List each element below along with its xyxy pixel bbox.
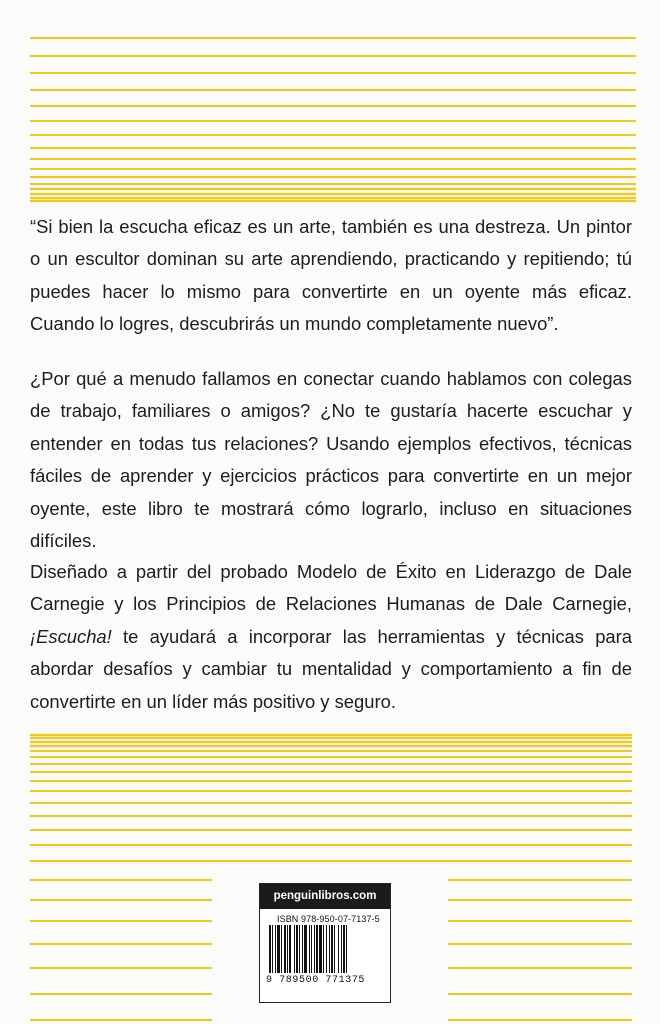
barcode-bar	[338, 925, 339, 973]
barcode-digits: 9 789500 771375	[266, 975, 366, 986]
barcode-bar	[346, 925, 347, 973]
barcode-bar	[287, 925, 288, 973]
barcode-bar	[309, 925, 310, 973]
barcode-bar	[326, 925, 327, 973]
publisher-website: penguinlibros.com	[260, 884, 390, 909]
paragraph-start: Diseñado a partir del probado Modelo de Éxito en Liderazgo de Dale Carnegie y los Principios de Relaciones Humanas de Dale Carnegie,	[30, 561, 632, 615]
barcode-bar	[311, 925, 312, 973]
barcode-bars	[267, 925, 383, 975]
barcode-bar	[343, 925, 345, 973]
barcode-bar	[281, 925, 282, 973]
barcode-box	[259, 883, 391, 1003]
book-title-italic: ¡Escucha!	[30, 625, 112, 647]
barcode-bar	[289, 925, 291, 973]
barcode-bar	[334, 925, 335, 973]
barcode-bar	[323, 925, 324, 973]
barcode-bar	[314, 925, 315, 973]
barcode-bar	[269, 925, 271, 973]
barcode-bar	[294, 925, 295, 973]
carnegie-paragraph	[30, 556, 632, 718]
paragraph-end: te ayudará a incorporar las herramientas y técnicas para abordar desafíos y cambiar tu mentalidad y comportamiento a fin de convertirte en un líder más positivo y seguro.	[30, 625, 632, 712]
barcode-bar	[341, 925, 342, 973]
barcode-bar	[275, 925, 276, 973]
quote-paragraph: “Si bien la escucha eficaz es un arte, también es una destreza. Un pintor o un escultor dominan su arte aprendiendo, practicando y repitiendo; tú puedes hacer lo mismo para convertirte en un oyente más eficaz. Cuando lo logres, descubrirás un mundo completamente nuevo”.	[30, 216, 632, 335]
barcode-bar	[296, 925, 298, 973]
barcode-bar	[331, 925, 333, 973]
barcode-bar	[299, 925, 300, 973]
barcode-bar	[272, 925, 273, 973]
barcode-bar	[304, 925, 307, 973]
barcode-bar	[316, 925, 318, 973]
barcode-bar	[319, 925, 322, 973]
isbn-label: ISBN 978-950-07-7137-5	[277, 914, 380, 924]
description-paragraph: ¿Por qué a menudo fallamos en conectar cuando hablamos con colegas de trabajo, familiares o amigos? ¿No te gustaría hacerte escuchar y entender en todas tus relaciones? Usando ejemplos efectivos, técnicas fáciles de aprender y ejercicios prácticos para convertirte en un mejor oyente, este libro te mostrará cómo lograrlo, incluso en situaciones difíciles.	[30, 368, 632, 552]
top-stripe-band	[30, 38, 636, 201]
barcode-bar	[284, 925, 286, 973]
barcode-bar	[302, 925, 303, 973]
barcode-bar	[277, 925, 280, 973]
barcode-bar	[329, 925, 330, 973]
